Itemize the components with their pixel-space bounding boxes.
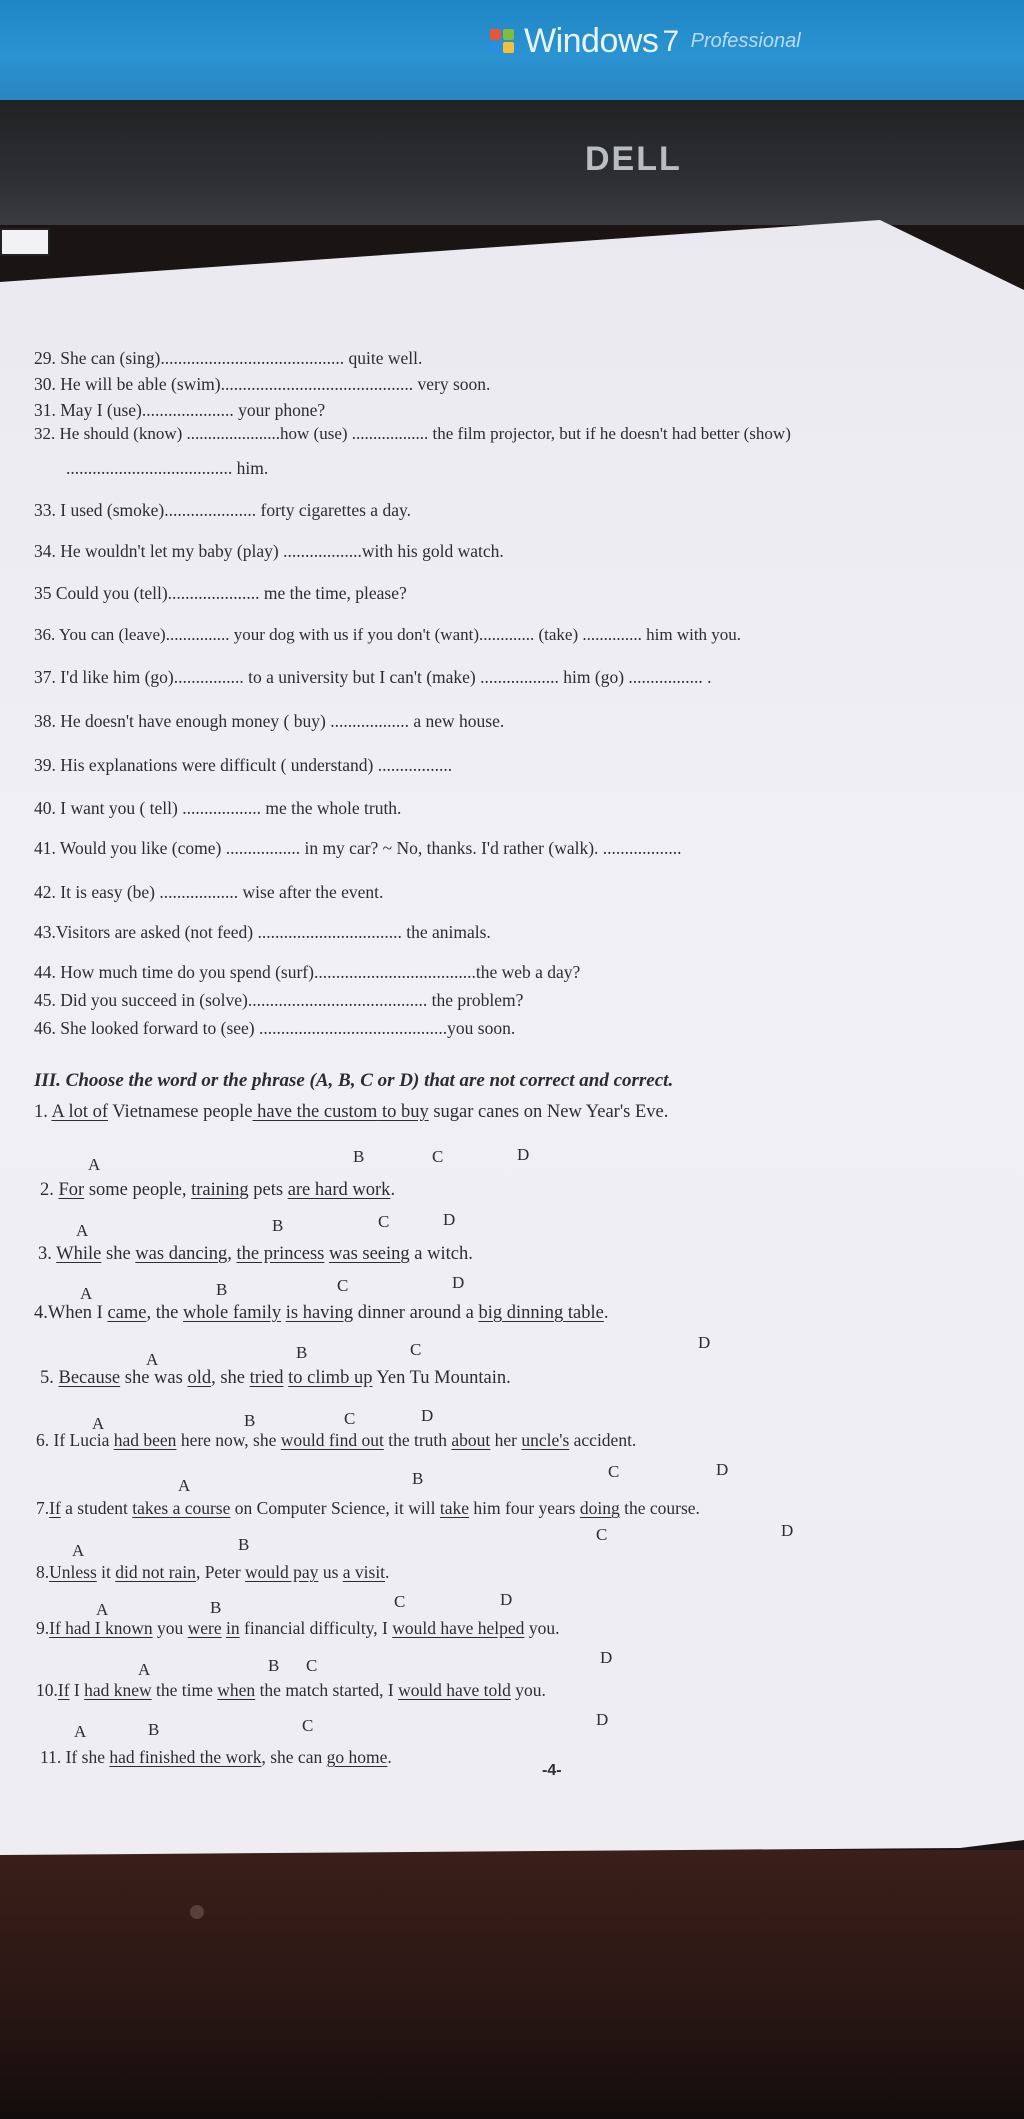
question-44: 44. How much time do you spend (surf).....................................the web a day? bbox=[34, 962, 581, 982]
error-item-11: 11. If she had finished the work, she can go home. bbox=[40, 1747, 392, 1767]
question-37: 37. I'd like him (go)................ to a university but I can't (make) .................. him (go) ................. . bbox=[34, 667, 712, 687]
option-letter-B: B bbox=[210, 1598, 222, 1617]
question-42: 42. It is easy (be) .................. wise after the event. bbox=[34, 882, 384, 902]
error-item-7: 7.If a student takes a course on Computer Science, it will take him four years doing the course. bbox=[36, 1498, 700, 1518]
option-letter-B: B bbox=[244, 1411, 256, 1430]
option-letter-D: D bbox=[781, 1521, 794, 1540]
option-letter-B: B bbox=[238, 1535, 250, 1554]
option-letter-A: A bbox=[74, 1722, 87, 1741]
option-letter-B: B bbox=[148, 1720, 160, 1739]
os-edition: Professional bbox=[690, 30, 801, 52]
option-letter-C: C bbox=[378, 1212, 390, 1231]
option-letter-D: D bbox=[421, 1406, 434, 1425]
option-letter-A: A bbox=[92, 1414, 105, 1433]
question-33: 33. I used (smoke)..................... forty cigarettes a day. bbox=[34, 500, 411, 520]
option-letter-D: D bbox=[443, 1210, 456, 1229]
option-letter-A: A bbox=[96, 1600, 109, 1619]
section-3-heading: III. Choose the word or the phrase (A, B, C or D) that are not correct and correct. bbox=[34, 1070, 674, 1091]
option-letter-A: A bbox=[88, 1155, 101, 1174]
os-name: Windows bbox=[524, 22, 659, 60]
option-letter-B: B bbox=[272, 1216, 284, 1235]
option-letter-D: D bbox=[600, 1648, 613, 1667]
option-letter-C: C bbox=[410, 1340, 422, 1359]
question-32: 32. He should (know) ......................how (use) .................. the film projector, but if he doesn't had better (show) bbox=[34, 424, 791, 443]
question-38: 38. He doesn't have enough money ( buy) .................. a new house. bbox=[34, 711, 505, 731]
question-31: 31. May I (use)..................... your phone? bbox=[34, 400, 326, 420]
error-item-8: 8.Unless it did not rain, Peter would pay us a visit. bbox=[36, 1562, 390, 1582]
option-letter-B: B bbox=[353, 1147, 365, 1166]
question-43: 43.Visitors are asked (not feed) ................................. the animals. bbox=[34, 922, 491, 942]
question-45: 45. Did you succeed in (solve)......................................... the problem? bbox=[34, 990, 524, 1010]
question-35: 35 Could you (tell)..................... me the time, please? bbox=[34, 583, 407, 603]
option-letter-D: D bbox=[698, 1333, 711, 1352]
option-letter-A: A bbox=[72, 1541, 85, 1560]
option-letter-B: B bbox=[412, 1469, 424, 1488]
option-letter-A: A bbox=[138, 1660, 151, 1679]
page-number: -4- bbox=[542, 1762, 562, 1779]
option-letter-B: B bbox=[216, 1280, 228, 1299]
question-40: 40. I want you ( tell) .................. me the whole truth. bbox=[34, 798, 402, 818]
option-letter-C: C bbox=[302, 1716, 314, 1735]
question-32-continued: ...................................... him. bbox=[66, 458, 269, 478]
question-41: 41. Would you like (come) ................. in my car? ~ No, thanks. I'd rather (walk). .................. bbox=[34, 838, 682, 858]
error-item-9: 9.If had I known you were in financial difficulty, I would have helped you. bbox=[36, 1618, 560, 1638]
question-39: 39. His explanations were difficult ( understand) ................. bbox=[34, 755, 453, 775]
option-letter-C: C bbox=[344, 1409, 356, 1428]
option-letter-C: C bbox=[432, 1147, 444, 1166]
option-letter-C: C bbox=[306, 1656, 318, 1675]
option-letter-A: A bbox=[80, 1284, 93, 1303]
option-letter-C: C bbox=[608, 1462, 620, 1481]
option-letter-D: D bbox=[452, 1273, 465, 1292]
option-letter-A: A bbox=[178, 1476, 191, 1495]
option-letter-C: C bbox=[337, 1276, 349, 1295]
question-30: 30. He will be able (swim)............................................ very soon. bbox=[34, 374, 491, 394]
error-item-2: 2. For some people, training pets are hard work. bbox=[40, 1180, 396, 1200]
error-item-6: 6. If Lucia had been here now, she would find out the truth about her uncle's accident. bbox=[36, 1430, 637, 1450]
option-letter-D: D bbox=[500, 1590, 513, 1609]
error-item-1: 1. A lot of Vietnamese people have the custom to buy sugar canes on New Year's Eve. bbox=[34, 1102, 669, 1122]
option-letter-A: A bbox=[146, 1350, 159, 1369]
option-letter-D: D bbox=[517, 1145, 530, 1164]
error-item-3: 3. While she was dancing, the princess was seeing a witch. bbox=[38, 1244, 473, 1264]
question-36: 36. You can (leave)............... your dog with us if you don't (want)............. (take) .............. him with you. bbox=[34, 625, 742, 644]
error-item-4: 4.When I came, the whole family is having dinner around a big dinning table. bbox=[34, 1303, 609, 1323]
question-34: 34. He wouldn't let my baby (play) ..................with his gold watch. bbox=[34, 541, 504, 561]
dell-logo: DELL bbox=[585, 140, 682, 178]
os-version: 7 bbox=[662, 24, 679, 58]
option-letter-B: B bbox=[296, 1343, 308, 1362]
option-letter-D: D bbox=[716, 1460, 729, 1479]
option-letter-C: C bbox=[596, 1525, 608, 1544]
option-letter-D: D bbox=[596, 1710, 609, 1729]
error-item-5: 5. Because she was old, she tried to climb up Yen Tu Mountain. bbox=[40, 1368, 511, 1388]
question-46: 46. She looked forward to (see) ...........................................you soon. bbox=[34, 1018, 516, 1038]
option-letter-B: B bbox=[268, 1656, 280, 1675]
option-letter-A: A bbox=[76, 1221, 89, 1240]
error-item-10: 10.If I had knew the time when the match started, I would have told you. bbox=[36, 1680, 546, 1700]
question-29: 29. She can (sing).......................................... quite well. bbox=[34, 348, 423, 368]
option-letter-C: C bbox=[394, 1592, 406, 1611]
